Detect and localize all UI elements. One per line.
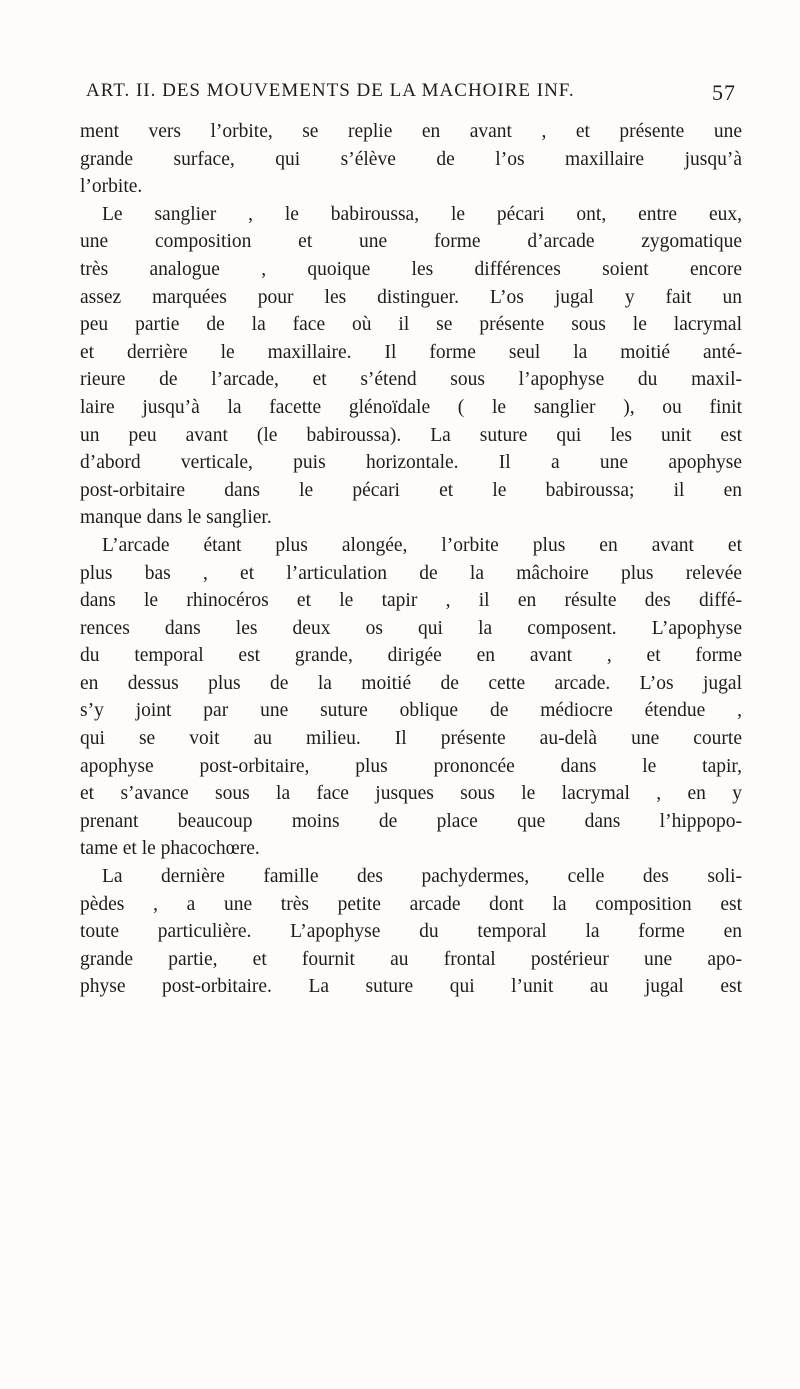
text-line: toute particulière. L’apophyse du temporal la forme en [80, 921, 742, 943]
text-line: l’orbite. [80, 176, 143, 198]
text-line: du temporal est grande, dirigée en avant , et forme [80, 645, 742, 667]
text-line: et derrière le maxillaire. Il forme seul la moitié anté- [80, 341, 742, 363]
text-line: La dernière famille des pachydermes, celle des soli- [102, 866, 742, 888]
text-line: ment vers l’orbite, se replie en avant , et présente une [80, 121, 742, 142]
text-line: assez marquées pour les distinguer. L’os jugal y fait un [80, 286, 742, 308]
text-line: manque dans le sanglier. [80, 507, 272, 529]
text-line: un peu avant (le babiroussa). La suture qui les unit est [80, 424, 742, 446]
text-line: une composition et une forme d’arcade zygomatique [80, 231, 742, 253]
page-number: 57 [712, 80, 736, 105]
text-line: physe post-orbitaire. La suture qui l’unit au jugal est [80, 976, 742, 998]
body-text [80, 118, 742, 1001]
text-line: peu partie de la face où il se présente sous le lacrymal [80, 314, 742, 336]
text-line: prenant beaucoup moins de place que dans l’hippopo- [80, 810, 742, 832]
text-line: en dessus plus de la moitié de cette arcade. L’os jugal [80, 672, 742, 694]
running-head-title: ART. II. DES MOUVEMENTS DE LA MACHOIRE INF. [86, 80, 575, 101]
text-line: plus bas , et l’articulation de la mâchoire plus relevée [80, 562, 742, 584]
text-line: grande surface, qui s’élève de l’os maxillaire jusqu’à [80, 148, 742, 170]
text-line: post-orbitaire dans le pécari et le babiroussa; il en [80, 479, 742, 501]
text-line: dans le rhinocéros et le tapir , il en résulte des diffé- [80, 590, 742, 612]
text-line: pèdes , a une très petite arcade dont la composition est [80, 893, 742, 915]
text-line: apophyse post-orbitaire, plus prononcée dans le tapir, [80, 755, 742, 777]
text-line: qui se voit au milieu. Il présente au-delà une courte [80, 728, 742, 750]
text-line: grande partie, et fournit au frontal postérieur une apo- [80, 948, 742, 970]
text-line: Le sanglier , le babiroussa, le pécari ont, entre eux, [102, 203, 742, 225]
text-line: laire jusqu’à la facette glénoïdale ( le sanglier ), ou finit [80, 396, 742, 418]
text-line: d’abord verticale, puis horizontale. Il a une apophyse [80, 452, 742, 474]
text-line: L’arcade étant plus alongée, l’orbite plus en avant et [102, 534, 742, 556]
text-line: s’y joint par une suture oblique de médiocre étendue , [80, 700, 742, 722]
text-line: et s’avance sous la face jusques sous le lacrymal , en y [80, 783, 742, 805]
text-line: tame et le phacochœre. [80, 838, 260, 860]
text-line: rences dans les deux os qui la composent. L’apophyse [80, 617, 742, 639]
text-line: rieure de l’arcade, et s’étend sous l’apophyse du maxil- [80, 369, 742, 391]
running-head [86, 80, 736, 110]
text-line: très analogue , quoique les différences soient encore [80, 258, 742, 280]
